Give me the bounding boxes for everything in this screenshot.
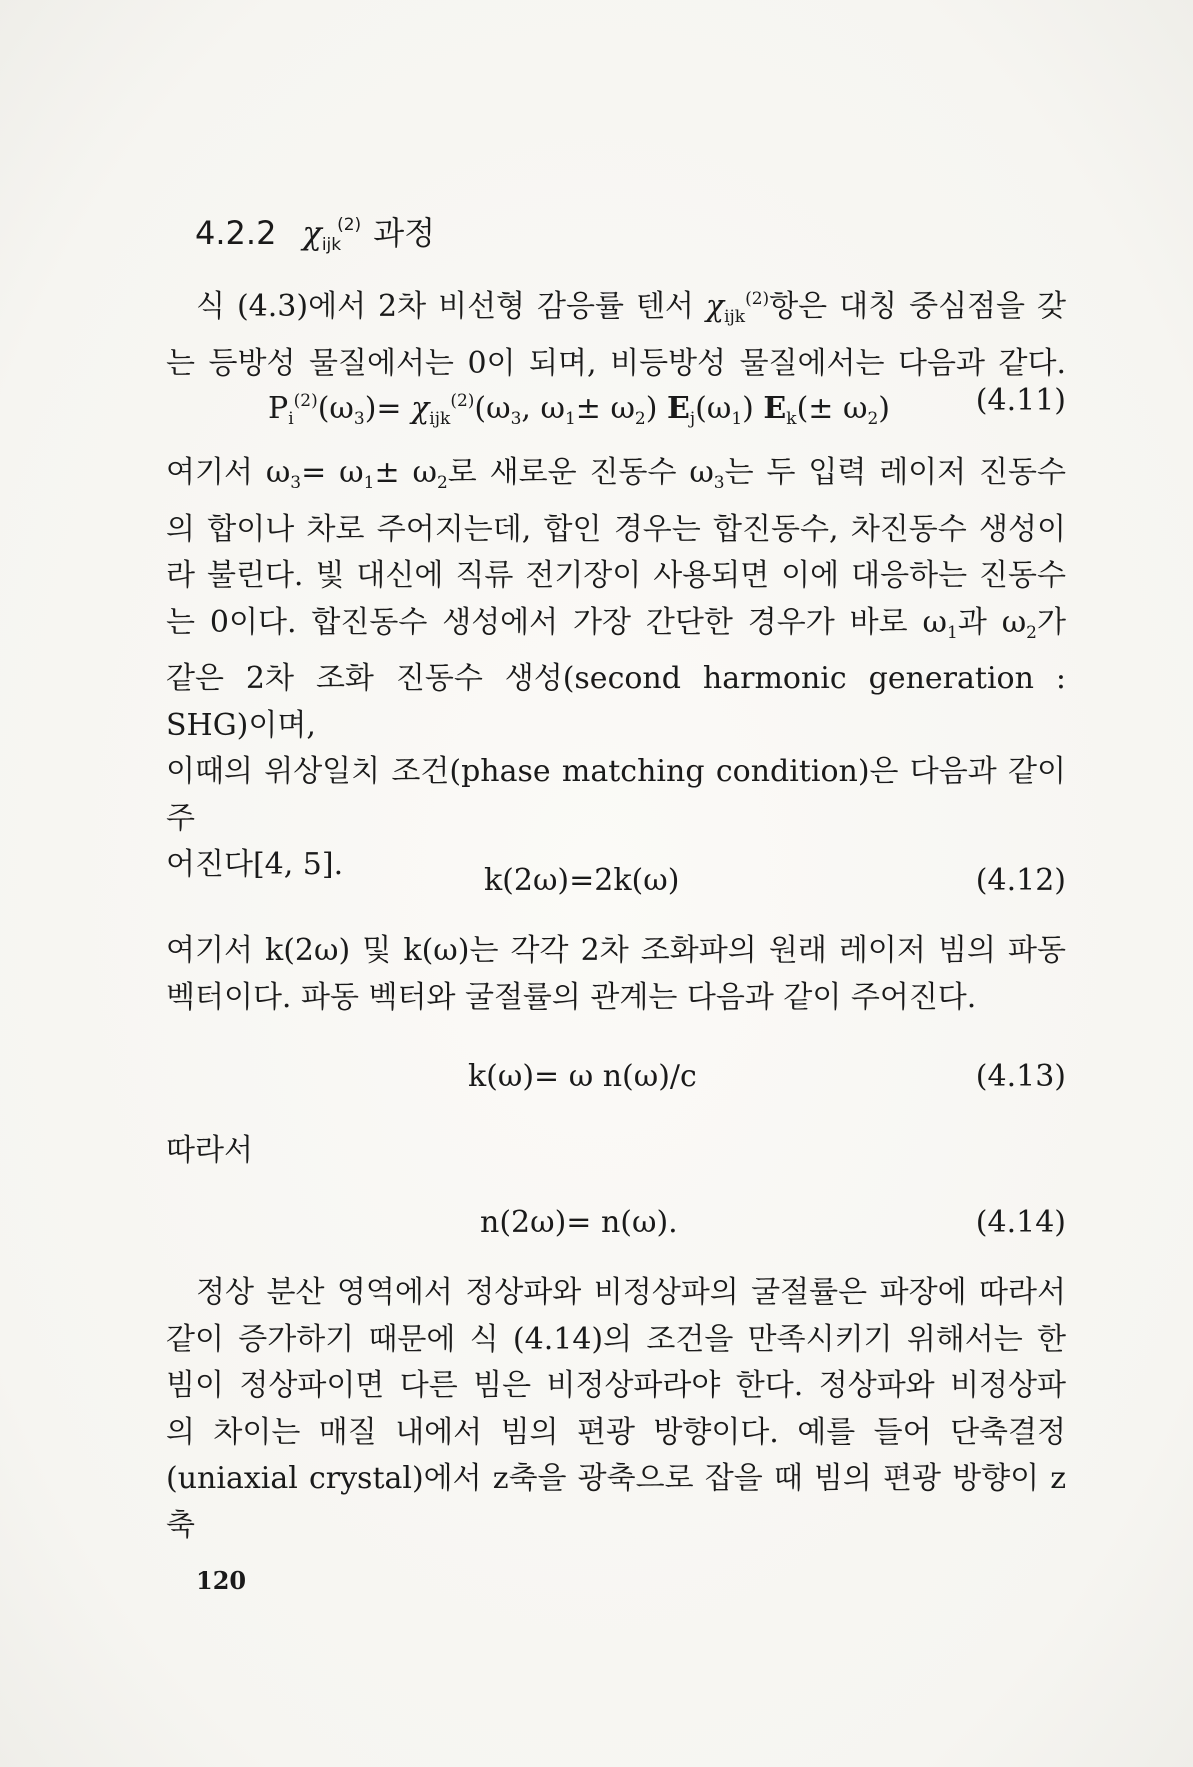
section-title: 과정 [373, 214, 436, 252]
paragraph-2-line-2: 의 합이나 차로 주어지는데, 합인 경우는 합진동수, 차진동수 생성이 [166, 511, 1066, 547]
paragraph-5-line-4: 의 차이는 매질 내에서 빔의 편광 방향이다. 예를 들어 단축결정 [166, 1414, 1066, 1450]
equation-4-13 [166, 1054, 1066, 1100]
paragraph-2-line-1 [166, 450, 1066, 507]
subscript: 3 [290, 473, 302, 493]
paragraph-1-line-1 [166, 276, 1066, 341]
eq-token: ) [645, 391, 667, 426]
eq-token: , ω [521, 391, 565, 426]
equation-body: k(ω)= ω n(ω)/c [468, 1059, 697, 1094]
paragraph-3 [166, 928, 1066, 1021]
text-run: 로 새로운 진동수 ω [447, 455, 714, 490]
eq-token: ) [742, 391, 764, 426]
paragraph-2-line-4 [166, 600, 1066, 657]
paragraph-4: 따라서 [166, 1133, 253, 1168]
subscript: 3 [713, 473, 725, 493]
equation-4-12 [166, 858, 1066, 904]
paragraph-5-line-2: 같이 증가하기 때문에 식 (4.14)의 조건을 만족시키기 위해서는 한 [166, 1321, 1066, 1357]
text-run: 여기서 ω [166, 455, 291, 490]
subscript: 1 [946, 622, 958, 643]
superscript: (2) [293, 391, 318, 411]
subscript: 3 [353, 409, 365, 429]
eq-token: E [667, 391, 690, 426]
subscript: 2 [1026, 622, 1037, 643]
eq-token: (± ω [796, 391, 868, 426]
equation-body: n(2ω)= n(ω). [480, 1205, 678, 1240]
equation-number: (4.14) [975, 1205, 1066, 1240]
paragraph-2-line-3: 라 불린다. 빛 대신에 직류 전기장이 사용되면 이에 대응하는 진동수 [166, 558, 1066, 593]
equation-4-11 [166, 378, 1066, 429]
subscript: 2 [436, 473, 448, 493]
paragraph-2 [166, 450, 1066, 889]
page-number: 120 [196, 1566, 247, 1595]
paragraph-5-line-5: (uniaxial crystal)에서 z축을 광축으로 잡을 때 빔의 편광 방향이 z축 [166, 1461, 1066, 1543]
equation-number: (4.13) [975, 1059, 1066, 1094]
text-run: 가 [1037, 604, 1066, 640]
eq-token: )= [364, 391, 412, 426]
paragraph-5 [166, 1270, 1066, 1549]
paragraph-3-line-1: 여기서 k(2ω) 및 k(ω)는 각각 2차 조화파의 원래 레이저 빔의 파동 [166, 933, 1066, 968]
chi-symbol: χ [302, 214, 322, 252]
text-run: 과 ω [957, 604, 1027, 640]
equation-body [268, 378, 890, 442]
text-run: 식 (4.3)에서 2차 비선형 감응률 텐서 [196, 289, 706, 324]
equation-4-14 [166, 1200, 1066, 1246]
eq-token: (ω [317, 391, 354, 426]
paragraph-2-line-7: 어진다[4, 5]. [166, 847, 344, 882]
subscript: ijk [429, 409, 451, 429]
text-run: ± ω [374, 455, 437, 490]
paragraph-1-line-2: 는 등방성 물질에서는 0이 되며, 비등방성 물질에서는 다음과 같다. [166, 345, 1066, 381]
eq-token: ) [878, 391, 890, 426]
text-run: 는 두 입력 레이저 진동수 [724, 455, 1066, 490]
subscript: 2 [634, 409, 646, 429]
superscript: (2) [745, 289, 770, 309]
subscript: j [689, 409, 696, 429]
subscript: 3 [510, 409, 522, 429]
subscript: 1 [564, 409, 576, 429]
subscript: 2 [867, 409, 879, 429]
paragraph-2-line-6: 이때의 위상일치 조건(phase matching condition)은 다음과 같이 주 [166, 754, 1066, 836]
paragraph-2-line-5: 같은 2차 조화 진동수 생성(second harmonic generation : SHG)이며, [166, 661, 1066, 743]
text-run: = ω [301, 455, 364, 490]
equation-number: (4.12) [975, 863, 1066, 898]
equation-body: k(2ω)=2k(ω) [484, 863, 680, 898]
paragraph-5-line-3: 빔이 정상파이면 다른 빔은 비정상파라야 한다. 정상파와 비정상파 [166, 1368, 1066, 1403]
paragraph-1 [166, 276, 1066, 387]
superscript: (2) [450, 391, 475, 411]
subscript: 1 [363, 473, 375, 493]
chi-symbol: χ [705, 289, 725, 324]
text-run: 는 0이다. 합진동수 생성에서 가장 간단한 경우가 바로 ω [166, 604, 947, 640]
text-run: 항은 대칭 중심점을 갖 [769, 289, 1066, 324]
subscript: ijk [724, 307, 746, 327]
equation-number: (4.11) [975, 383, 1066, 418]
eq-token: E [763, 391, 787, 426]
section-heading [195, 208, 435, 255]
eq-token: ± ω [575, 391, 635, 426]
chi-superscript: (2) [337, 215, 362, 235]
paragraph-5-line-1: 정상 분산 영역에서 정상파와 비정상파의 굴절률은 파장에 따라서 [196, 1275, 1066, 1310]
eq-token: (ω [474, 391, 511, 426]
chi-symbol: χ [411, 391, 430, 426]
subscript: i [288, 409, 294, 429]
eq-token: P [268, 391, 289, 426]
eq-token: (ω [695, 391, 732, 426]
subscript: 1 [731, 409, 743, 429]
chi-subscript: ijk [321, 235, 342, 255]
section-number: 4.2.2 [195, 214, 277, 252]
subscript: k [786, 409, 797, 429]
paragraph-3-line-2: 벡터이다. 파동 벡터와 굴절률의 관계는 다음과 같이 주어진다. [166, 979, 977, 1015]
